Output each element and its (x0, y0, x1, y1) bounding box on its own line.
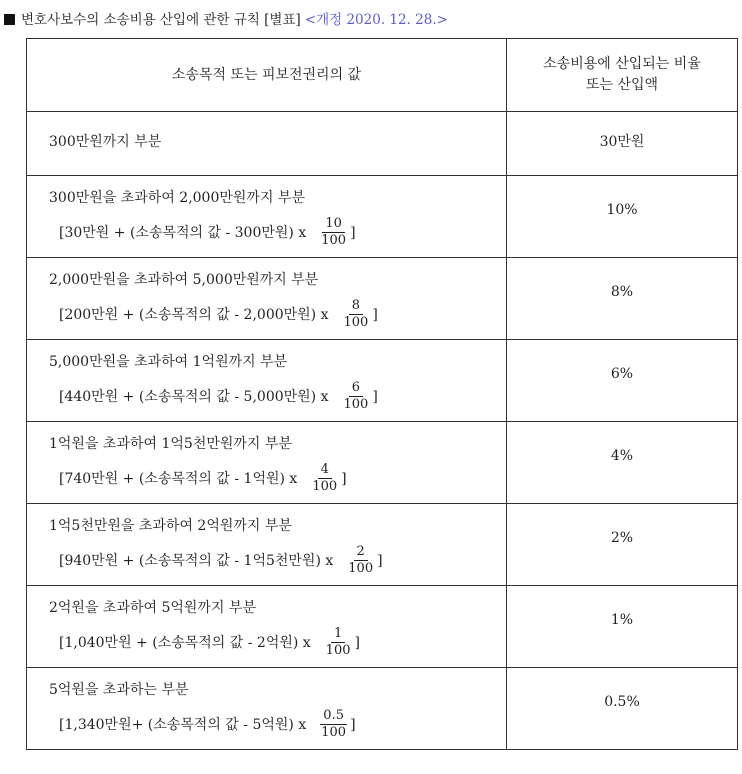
formula-text: [740만원 + (소송목적의 값 - 1억원) x (59, 471, 298, 487)
row-description-cell (27, 176, 507, 258)
black-square-icon (4, 14, 15, 25)
fee-table (26, 38, 738, 750)
column-header-rate-line2: 또는 산입액 (585, 77, 659, 93)
row-rate: 6% (507, 340, 738, 422)
fraction (323, 626, 354, 659)
row-formula (49, 295, 506, 333)
row-rate: 2% (507, 504, 738, 586)
row-description: 1억원을 초과하여 1억5천만원까지 부분 (49, 436, 292, 452)
fraction-numerator: 6 (349, 380, 363, 397)
fraction-numerator: 0.5 (320, 708, 347, 725)
formula-text: [1,340만원+ (소송목적의 값 - 5억원) x (59, 717, 307, 733)
row-description-cell (27, 422, 507, 504)
title-text: 변호사보수의 소송비용 산입에 관한 규칙 [별표] (21, 12, 301, 28)
table-row (27, 586, 738, 668)
row-rate: 10% (507, 176, 738, 258)
table-row (27, 340, 738, 422)
fraction-numerator: 10 (322, 216, 345, 233)
fraction (309, 462, 340, 495)
row-rate: 8% (507, 258, 738, 340)
formula-text: [1,040만원 + (소송목적의 값 - 2억원) x (59, 635, 311, 651)
formula-close-bracket: ] (350, 225, 356, 241)
fraction-denominator: 100 (325, 642, 351, 658)
row-formula (49, 213, 506, 251)
table-row (27, 504, 738, 586)
formula-text: [30만원 + (소송목적의 값 - 300만원) x (59, 225, 307, 241)
fraction-numerator: 1 (331, 626, 345, 643)
formula-close-bracket: ] (377, 553, 383, 569)
row-formula (49, 541, 506, 579)
row-description: 5억원을 초과하는 부분 (49, 682, 189, 698)
table-header-row (27, 39, 738, 112)
fraction-denominator: 100 (348, 560, 374, 576)
fraction (340, 298, 371, 331)
fraction-denominator: 100 (312, 478, 338, 494)
table-row (27, 112, 738, 176)
row-description: 300만원까지 부분 (27, 112, 507, 176)
fraction-denominator: 100 (321, 232, 347, 248)
row-description: 300만원을 초과하여 2,000만원까지 부분 (49, 190, 305, 206)
row-formula (49, 377, 506, 415)
fraction-numerator: 8 (349, 298, 363, 315)
formula-text: [200만원 + (소송목적의 값 - 2,000만원) x (59, 307, 329, 323)
row-description: 5,000만원을 초과하여 1억원까지 부분 (49, 354, 288, 370)
row-description: 2,000만원을 초과하여 5,000만원까지 부분 (49, 272, 319, 288)
revision-note: <개정 2020. 12. 28.> (304, 12, 448, 28)
fraction (345, 544, 376, 577)
fraction-denominator: 100 (321, 724, 347, 740)
column-header-rate-line1: 소송비용에 산입되는 비율 (543, 56, 701, 72)
table-row (27, 668, 738, 750)
fraction-denominator: 100 (343, 396, 369, 412)
table-row (27, 422, 738, 504)
row-description-cell (27, 586, 507, 668)
formula-close-bracket: ] (372, 389, 378, 405)
document-title (4, 8, 448, 28)
fraction (318, 708, 349, 741)
row-description-cell (27, 258, 507, 340)
row-formula (49, 459, 506, 497)
fraction-denominator: 100 (343, 314, 369, 330)
row-formula (49, 705, 506, 743)
row-description: 2억원을 초과하여 5억원까지 부분 (49, 600, 256, 616)
formula-text: [940만원 + (소송목적의 값 - 1억5천만원) x (59, 553, 334, 569)
row-rate: 30만원 (507, 112, 738, 176)
column-header-value: 소송목적 또는 피보전권리의 값 (27, 39, 507, 112)
row-description-cell (27, 668, 507, 750)
fraction-numerator: 4 (318, 462, 332, 479)
formula-close-bracket: ] (372, 307, 378, 323)
row-description-cell (27, 340, 507, 422)
row-formula (49, 623, 506, 661)
formula-close-bracket: ] (354, 635, 360, 651)
table-row (27, 176, 738, 258)
formula-text: [440만원 + (소송목적의 값 - 5,000만원) x (59, 389, 329, 405)
row-description-cell (27, 504, 507, 586)
formula-close-bracket: ] (350, 717, 356, 733)
fraction (318, 216, 349, 249)
column-header-rate (507, 39, 738, 112)
row-rate: 0.5% (507, 668, 738, 750)
fraction-numerator: 2 (354, 544, 368, 561)
row-rate: 4% (507, 422, 738, 504)
row-rate: 1% (507, 586, 738, 668)
row-description: 1억5천만원을 초과하여 2억원까지 부분 (49, 518, 292, 534)
table-row (27, 258, 738, 340)
fraction (340, 380, 371, 413)
formula-close-bracket: ] (341, 471, 347, 487)
